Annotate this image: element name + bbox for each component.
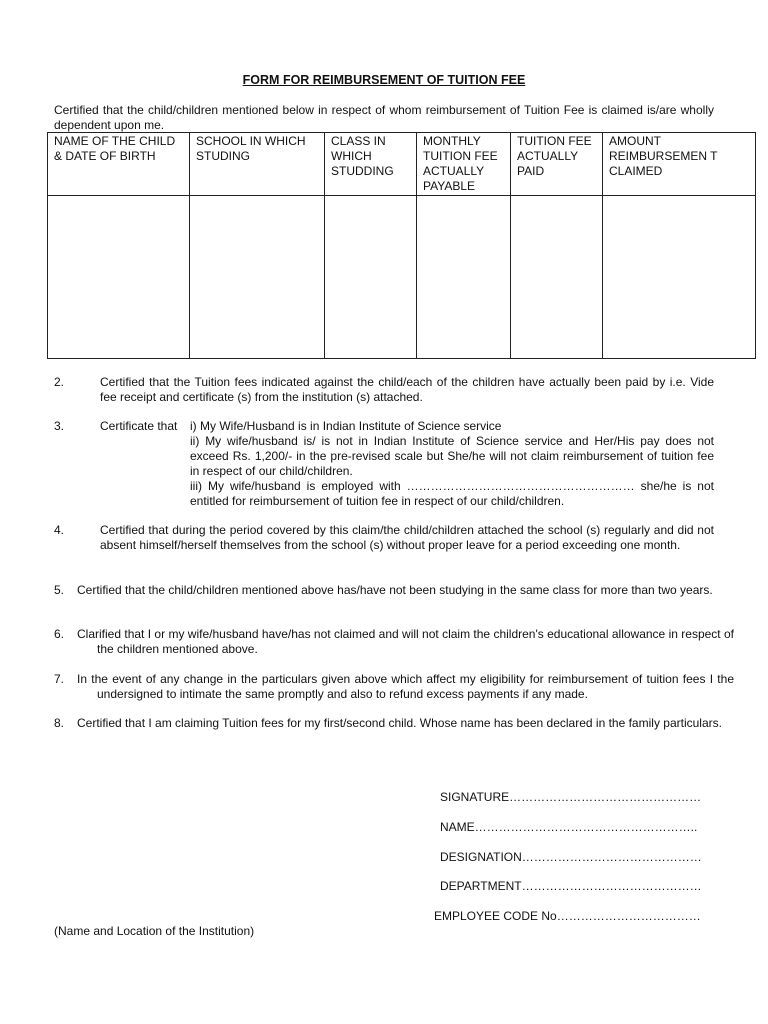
item-7-text: In the event of any change in the particulars given above which affect my eligibility for reimbursement of tuition fees I the undersigned to intimate the same promptly and also to refund excess payments if any made.: [77, 672, 734, 701]
item-3-option-2: ii) My wife/husband is/ is not in Indian Institute of Science service and Her/His pay does not exceed Rs. 1,200/- in the pre-revised scale but She/he will not claim reimbursement of tuition fee in respect of our child/children.: [190, 434, 714, 478]
item-3-option-1: i) My Wife/Husband is in Indian Institute of Science service: [190, 419, 502, 433]
item-5-text: Certified that the child/children mentioned above has/have not been studying in the same class for more than two years.: [77, 583, 713, 597]
item-2-text: Certified that the Tuition fees indicated against the child/each of the children have actually been paid by i.e. Vide fee receipt and certificate (s) from the institution (s) attached.: [100, 375, 714, 404]
item-4-text: Certified that during the period covered by this claim/the child/children attached the school (s) regularly and did not absent himself/herself themselves from the school (s) without proper leave for a period exceeding one month.: [100, 523, 714, 552]
signature-field[interactable]: SIGNATURE…………………………………………: [440, 790, 702, 804]
col-header-fee-paid: TUITION FEE ACTUALLY PAID: [511, 133, 603, 196]
item-7-number: 7.: [54, 672, 65, 686]
item-5-number: 5.: [54, 583, 65, 597]
item-4-number: 4.: [54, 523, 65, 537]
cell-school[interactable]: [190, 196, 325, 359]
cell-fee-paid[interactable]: [511, 196, 603, 359]
item-8-text: Certified that I am claiming Tuition fees for my first/second child. Whose name has been declared in the family particulars.: [77, 716, 722, 730]
name-field[interactable]: NAME………………………………………………..: [440, 820, 698, 834]
children-table: [47, 132, 756, 359]
col-header-monthly-fee: MONTHLY TUITION FEE ACTUALLY PAYABLE: [417, 133, 511, 196]
intro-certification: Certified that the child/children mentioned below in respect of whom reimbursement of Tuition Fee is claimed is/are wholly dependent upon me.: [54, 103, 714, 132]
cell-child-name[interactable]: [48, 196, 190, 359]
item-3-number: 3.: [54, 419, 65, 433]
table-row: [48, 196, 756, 359]
col-header-amount-claimed: AMOUNT REIMBURSEMEN T CLAIMED: [603, 133, 756, 196]
item-8-number: 8.: [54, 716, 65, 730]
item-3-lead: Certificate that: [100, 419, 178, 433]
institution-label: (Name and Location of the Institution): [54, 924, 255, 938]
item-6-text: Clarified that I or my wife/husband have/has not claimed and will not claim the children's educational allowance in respect of the children mentioned above.: [77, 627, 734, 656]
item-6-number: 6.: [54, 627, 65, 641]
employee-code-field[interactable]: EMPLOYEE CODE No………………………………: [434, 909, 701, 923]
department-field[interactable]: DEPARTMENT………………………………………: [440, 879, 702, 893]
cell-class[interactable]: [325, 196, 417, 359]
col-header-class: CLASS IN WHICH STUDDING: [325, 133, 417, 196]
form-title: FORM FOR REIMBURSEMENT OF TUITION FEE: [242, 73, 526, 87]
col-header-child-name: NAME OF THE CHILD & DATE OF BIRTH: [48, 133, 190, 196]
cell-amount-claimed[interactable]: [603, 196, 756, 359]
item-3-option-3: iii) My wife/husband is employed with ………………………………………………… she/he is not entitled for reimbursement of tuition fee in respect of our child/children.: [190, 479, 714, 508]
col-header-school: SCHOOL IN WHICH STUDING: [190, 133, 325, 196]
designation-field[interactable]: DESIGNATION………………………………………: [440, 850, 702, 864]
item-2-number: 2.: [54, 375, 65, 389]
cell-monthly-fee[interactable]: [417, 196, 511, 359]
table-header-row: [48, 133, 756, 196]
